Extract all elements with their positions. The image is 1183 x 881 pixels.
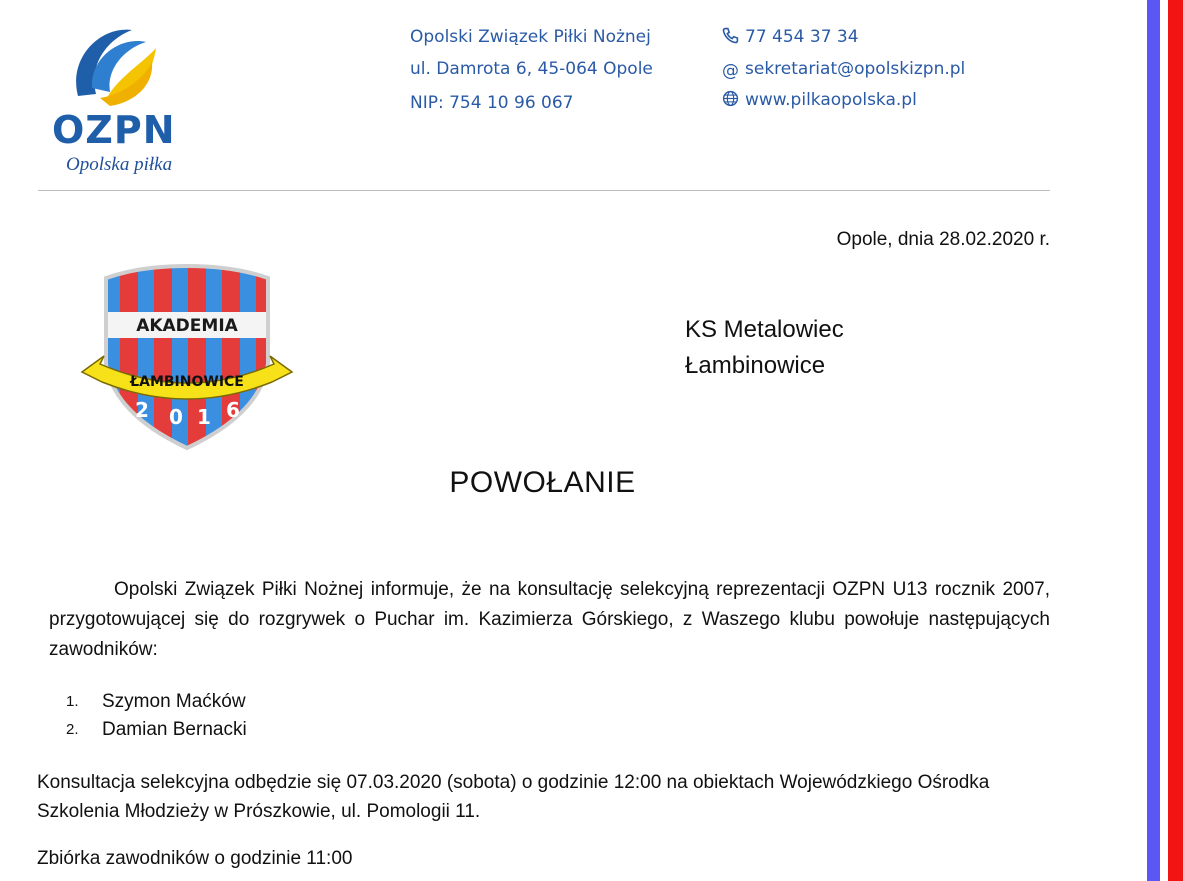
header-divider xyxy=(38,190,1050,191)
consultation-paragraph: Konsultacja selekcyjna odbędzie się 07.03.2020 (sobota) o godzinie 12:00 na obiektach Wojewódzkiego Ośrodka Szkolenia Młodzieży w Prószkowie, ul. Pomologii 11. xyxy=(37,772,990,822)
phone-text: 77 454 37 34 xyxy=(745,27,859,47)
org-address: ul. Damrota 6, 45-064 Opole xyxy=(410,59,653,79)
addressee-block xyxy=(685,312,844,384)
right-border-blue-stripe xyxy=(1147,0,1160,881)
phone-icon xyxy=(722,27,739,44)
document-title: POWOŁANIE xyxy=(449,466,636,499)
list-number: 2. xyxy=(66,721,79,738)
right-border-red-stripe xyxy=(1168,0,1183,881)
club-crest xyxy=(80,264,294,454)
crest-ribbon-text: ŁAMBINOWICE xyxy=(130,374,244,390)
date-line: Opole, dnia 28.02.2020 r. xyxy=(836,229,1050,250)
player-name: Szymon Maćków xyxy=(102,691,246,712)
website-link[interactable]: www.pilkaopolska.pl xyxy=(745,90,917,110)
email-row xyxy=(722,59,965,79)
phone-row xyxy=(722,27,859,47)
email-link[interactable]: sekretariat@opolskizpn.pl xyxy=(745,59,966,79)
body-paragraph: Opolski Związek Piłki Nożnej informuje, że na konsultację selekcyjną reprezentacji OZPN U13 rocznik 2007, przygotowującej się do rozgrywek o Puchar im. Kazimierza Górskiego, z Waszego klubu powołuje następujących zawodników: xyxy=(49,579,1050,660)
gathering-paragraph: Zbiórka zawodników o godzinie 11:00 xyxy=(37,848,353,869)
crest-digit: 0 xyxy=(169,405,183,429)
list-number: 1. xyxy=(66,693,79,710)
ozpn-logo-text: OZPN xyxy=(52,108,176,152)
list-item xyxy=(66,688,247,716)
globe-icon xyxy=(722,90,739,107)
crest-top-text: AKADEMIA xyxy=(136,316,238,336)
ozpn-logo-tagline: Opolska piłka xyxy=(66,154,173,175)
org-name: Opolski Związek Piłki Nożnej xyxy=(410,27,651,47)
at-icon: @ xyxy=(722,61,739,81)
players-list xyxy=(66,688,247,744)
crest-digit: 2 xyxy=(135,398,149,422)
player-name: Damian Bernacki xyxy=(102,719,247,740)
org-nip: NIP: 754 10 96 067 xyxy=(410,93,574,113)
addressee-club: KS Metalowiec xyxy=(685,316,844,343)
list-item xyxy=(66,716,247,744)
crest-digit: 6 xyxy=(226,398,240,422)
addressee-town: Łambinowice xyxy=(685,352,826,379)
website-row xyxy=(722,90,917,110)
crest-digit: 1 xyxy=(197,405,211,429)
